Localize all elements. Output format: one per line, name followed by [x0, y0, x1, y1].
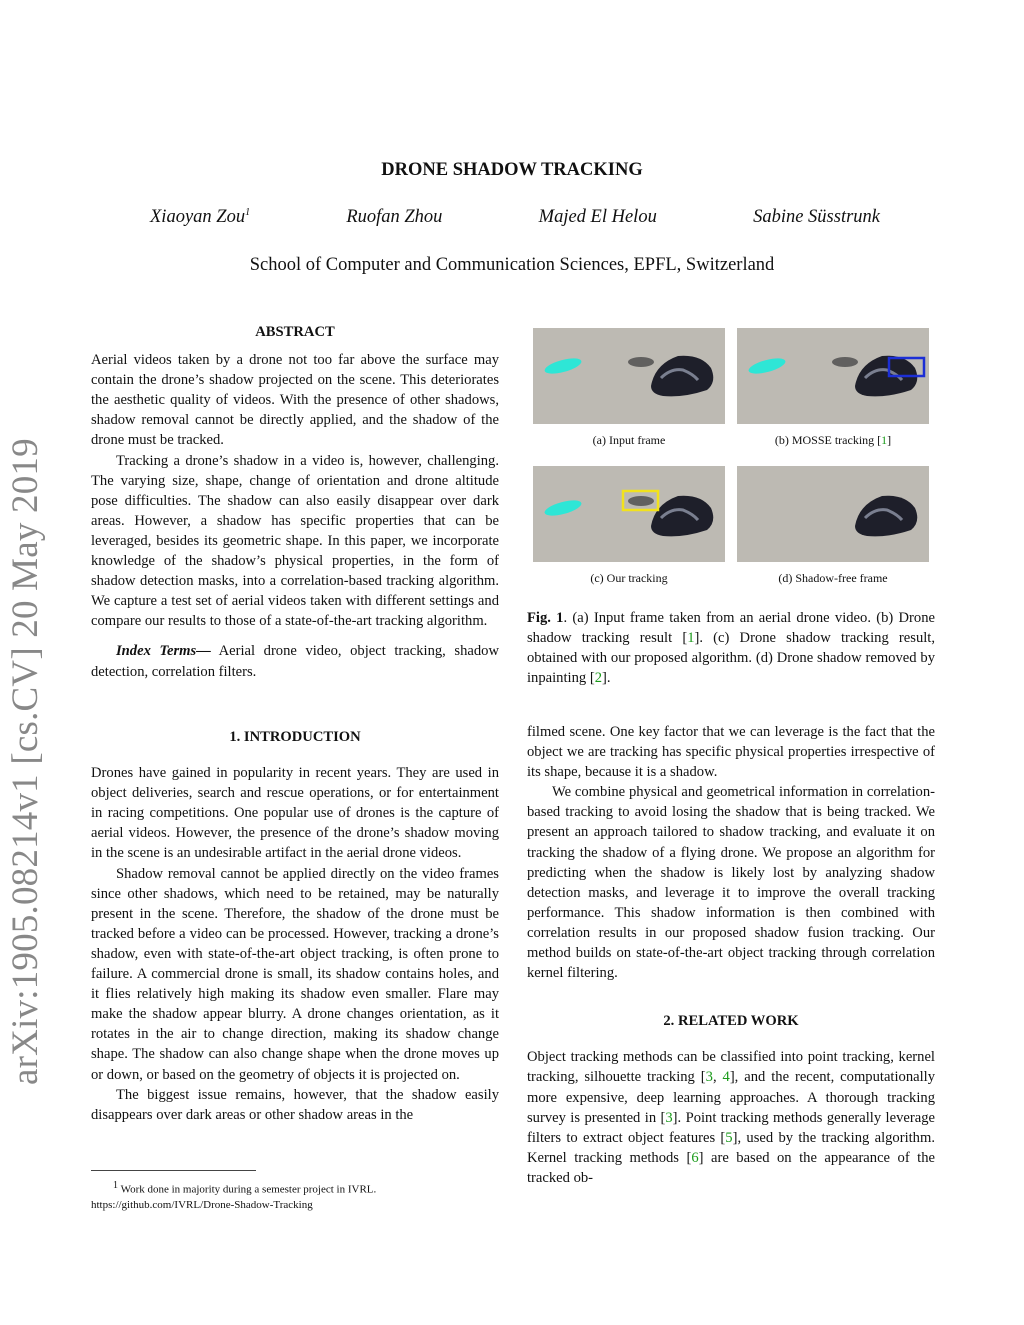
- figure-caption: Fig. 1. (a) Input frame taken from an aerial drone video. (b) Drone shadow tracking result [1]. (c) Drone shadow tracking result, obtained with our proposed algorithm. (d) Drone shadow removed by inpainting [2].: [527, 610, 935, 687]
- figure-panel-ours: [533, 466, 725, 562]
- paper-title: DRONE SHADOW TRACKING: [381, 160, 643, 180]
- right-column-body: [527, 722, 935, 1188]
- footnote: $^1$ Work done in majority during a semester project in IVRL. https://github.com/IVRL/Drone-Shadow-Tracking: [91, 1180, 377, 1211]
- abstract-section: [91, 322, 499, 682]
- subcaption-b: (b) MOSSE tracking [1]: [774, 433, 892, 447]
- section-heading: 1. INTRODUCTION: [229, 729, 361, 745]
- introduction-section: [91, 727, 499, 1125]
- section-heading: 2. RELATED WORK: [663, 1013, 799, 1030]
- subcaption-a: (a) Input frame: [592, 433, 666, 447]
- footnote-rule: [91, 1170, 256, 1171]
- arxiv-stamp: arXiv:1905.08214v1 [cs.CV] 20 May 2019: [5, 438, 46, 1085]
- author: Ruofan Zhou: [346, 207, 443, 227]
- figure-panel-mosse: [737, 328, 929, 424]
- figure-panel-input: [533, 328, 725, 424]
- body-paragraph: Shadow removal cannot be applied directly on the video frames since other shadows, which need to be retained, may be naturally present in the scene. Therefore, the shadow of the drone must be tracked before a video can be processed. However, tracking a drone’s shadow, even with state-of-the-art object tracking, is often prone to failure. A commercial drone is small, its shadow contains holes, and it flies relatively high making its shadow even smaller. Flare may make the shadow appear blurry. A drone changes orientation, as it rotates in the air to change direction, making its shadow change shape. The shadow can also change shape when the drone moves up or down, or based on the geometry of objects it is projected on.: [91, 865, 499, 1083]
- abstract-paragraph: Aerial videos taken by a drone not too far above the surface may contain the drone’s shadow projected on the scene. This deteriorates the aesthetic quality of videos. With the presence of other shadows, shadow removal cannot be directly applied, and the shadow of the drone must be tracked.: [91, 352, 499, 449]
- subcaption-c: (c) Our tracking: [590, 571, 668, 585]
- body-paragraph: filmed scene. One key factor that we can leverage is the fact that the object we are tracking has specific physical properties irrespective of its shape, because it is a shadow.: [527, 724, 935, 781]
- author: Xiaoyan Zou$^1$: [150, 207, 251, 228]
- figure-panel-shadow-free: [737, 466, 929, 562]
- body-paragraph: Object tracking methods can be classified into point tracking, kernel tracking, silhouette tracking [3, 4], and the recent, computationally more expensive, deep learning approaches. A thorough tracking survey is presented in [3]. Point tracking methods generally leverage filters to extract object features [5], used by the tracking algorithm. Kernel tracking methods [6] are based on the appearance of the tracked ob-: [527, 1049, 936, 1186]
- affiliation: School of Computer and Communication Sciences, EPFL, Switzerland: [249, 255, 775, 275]
- abstract-paragraph: Tracking a drone’s shadow in a video is, however, challenging. The varying size, shape, change of orientation and drone altitude pose difficulties. The shadow can also easily disappear over dark areas. However, a shadow has specific properties that can be leveraged, besides its geometric shape. In this paper, we incorporate knowledge of the shadow’s physical properties, in the form of shadow detection masks, into a correlation-based tracking algorithm. We capture a test set of aerial videos taken with different settings and compare our results to those of a state-of-the-art tracking algorithm.: [91, 452, 499, 630]
- body-paragraph: We combine physical and geometrical information in correlation-based tracking to avoid losing the shadow that is being tracked. We present an approach tailored to shadow tracking, and evaluate it on tracking the shadow of a flying drone. We propose an algorithm for predicting when the shadow is likely lost by analyzing shadow detection masks, and leverage it to improve the overall tracking performance. This shadow information is then combined with correlation results in our proposed shadow fusion tracking. Our method builds on state-of-the-art object tracking through correlation kernel filtering.: [527, 784, 935, 982]
- body-paragraph: Drones have gained in popularity in recent years. They are used in object deliveries, search and rescue operations, or for entertainment in racing competitions. One popular use of drones is the capture of aerial videos. However, the presence of the drone’s shadow moving in the scene is an undesirable artifact in the aerial drone videos.: [91, 765, 499, 862]
- author-list: [150, 207, 880, 228]
- index-terms: Index Terms— Aerial drone video, object tracking, shadow detection, correlation filters.: [91, 643, 499, 680]
- author: Sabine Süsstrunk: [753, 207, 880, 227]
- abstract-heading: ABSTRACT: [255, 324, 335, 340]
- body-paragraph: The biggest issue remains, however, that the shadow easily disappears over dark areas or other shadow areas in the: [91, 1086, 499, 1123]
- author: Majed El Helou: [538, 207, 657, 227]
- subcaption-d: (d) Shadow-free frame: [778, 571, 888, 585]
